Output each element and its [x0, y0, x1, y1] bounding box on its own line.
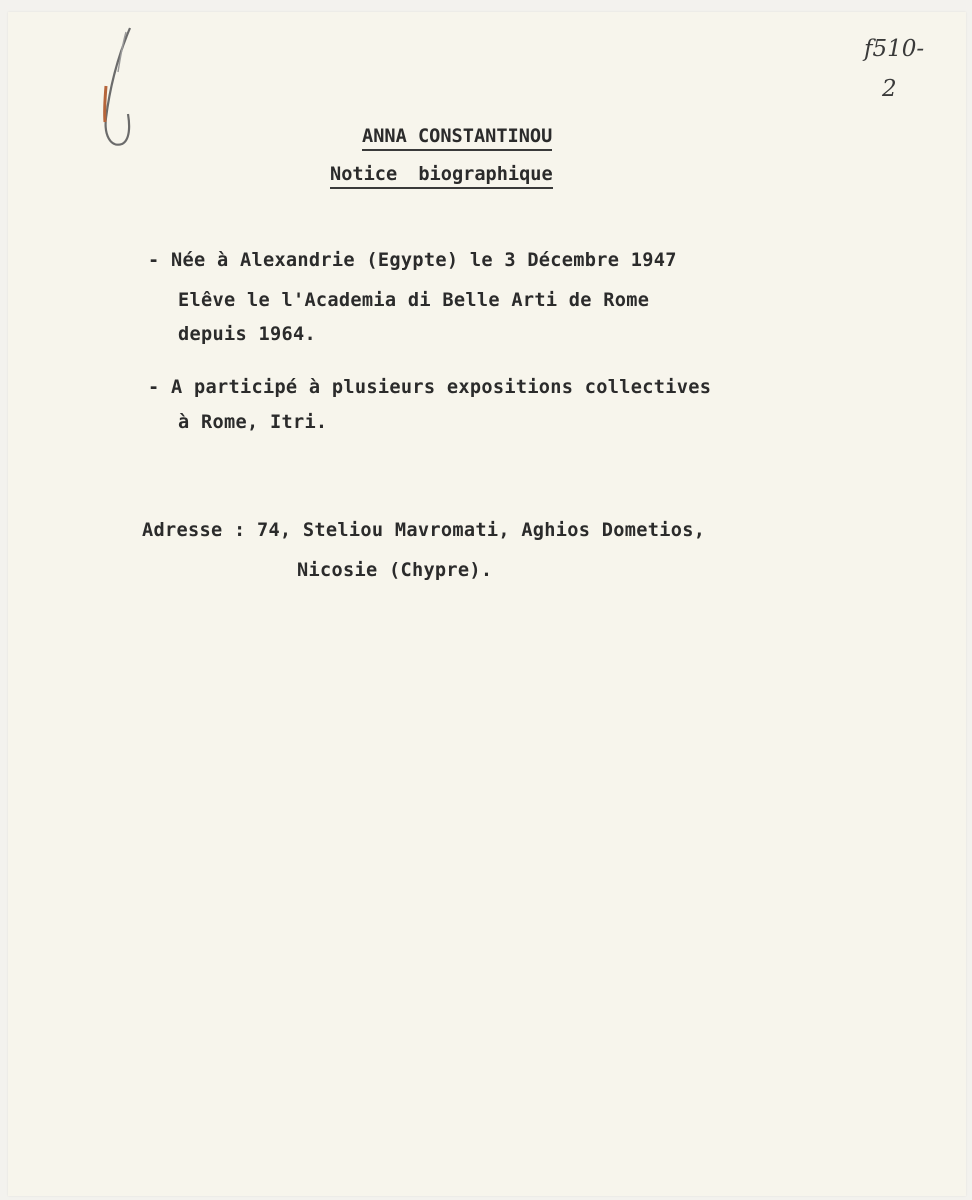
bio-item-exhibitions-places: à Rome, Itri.	[178, 412, 328, 433]
address-line-2: Nicosie (Chypre).	[297, 560, 493, 581]
bio-item-birth: - Née à Alexandrie (Egypte) le 3 Décembre 1947	[148, 250, 677, 271]
archive-reference-note: f510-	[864, 36, 925, 62]
document-page	[8, 12, 966, 1196]
archive-page-number-note: 2	[882, 76, 897, 102]
page-title: ANNA CONSTANTINOU	[362, 128, 552, 151]
bio-item-education: Elêve le l'Academia di Belle Arti de Rome	[178, 290, 650, 311]
bio-item-exhibitions: - A participé à plusieurs expositions collectives	[148, 377, 712, 398]
address-line-1: Adresse : 74, Steliou Mavromati, Aghios Dometios,	[142, 520, 706, 541]
bio-item-education-since: depuis 1964.	[178, 324, 316, 345]
staple-mark	[100, 26, 140, 152]
page-subtitle: Notice biographique	[330, 166, 553, 189]
